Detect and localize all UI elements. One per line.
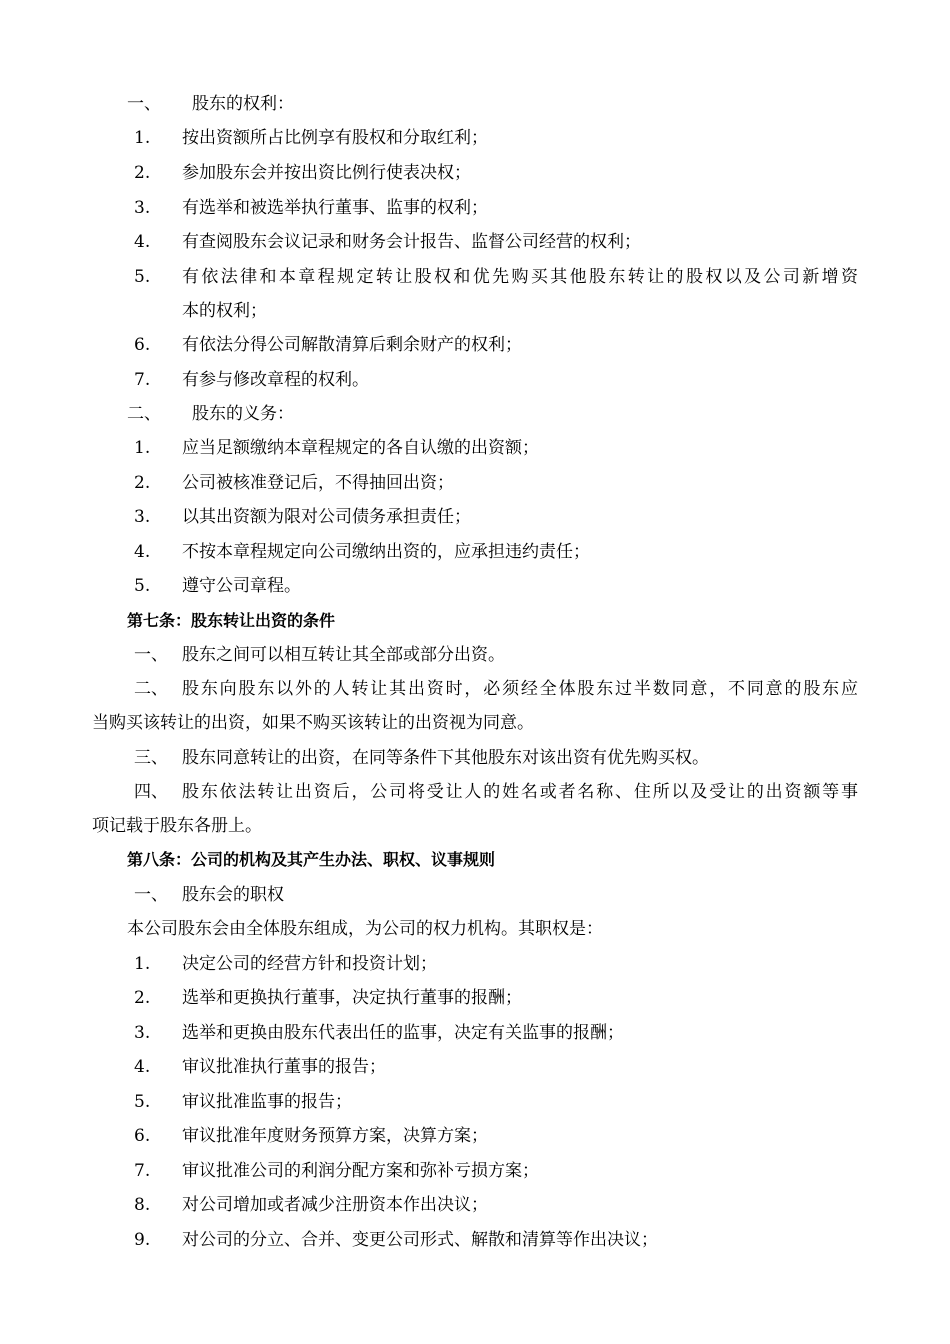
list-item-text: 有选举和被选举执行董事、监事的权利；: [182, 198, 488, 218]
list-item-text: 有依法分得公司解散清算后剩余财产的权利；: [182, 335, 522, 355]
list-item-text: 对公司增加或者减少注册资本作出决议；: [182, 1195, 488, 1215]
paragraph-number: 三、: [134, 748, 168, 768]
list-item-text: 应当足额缴纳本章程规定的各自认缴的出资额；: [182, 438, 539, 458]
list-item-text: 遵守公司章程。: [182, 576, 301, 596]
list-item-text-continued: 本的权利；: [182, 301, 267, 321]
list-item-text: 审议批准公司的利润分配方案和弥补亏损方案；: [182, 1161, 539, 1181]
list-item-text: 按出资额所占比例享有股权和分取红利；: [182, 128, 488, 148]
list-item-number: 1.: [134, 954, 151, 974]
list-item-number: 3.: [134, 507, 151, 527]
list-item-number: 1.: [134, 438, 151, 458]
list-item-number: 2.: [134, 163, 151, 183]
list-item-number: 7.: [134, 370, 151, 390]
list-item-text: 审议批准监事的报告；: [182, 1092, 352, 1112]
list-item-number: 4.: [134, 1057, 151, 1077]
list-item-number: 5.: [134, 576, 151, 596]
list-item-number: 4.: [134, 232, 151, 252]
list-item-text: 有依法律和本章程规定转让股权和优先购买其他股东转让的股权以及公司新增资: [182, 267, 858, 287]
section-heading-duties: 股东的义务：: [192, 404, 294, 424]
list-item-text: 审议批准年度财务预算方案，决算方案；: [182, 1126, 488, 1146]
list-item-number: 3.: [134, 198, 151, 218]
list-item-text: 审议批准执行董事的报告；: [182, 1057, 386, 1077]
paragraph-text: 股东同意转让的出资，在同等条件下其他股东对该出资有优先购买权。: [182, 748, 709, 768]
section-heading-rights: 股东的权利：: [192, 94, 294, 114]
list-item-text: 决定公司的经营方针和投资计划；: [182, 954, 437, 974]
list-item-number: 4.: [134, 542, 151, 562]
intro-text: 本公司股东会由全体股东组成，为公司的权力机构。其职权是：: [127, 919, 603, 939]
paragraph-number: 一、: [134, 645, 168, 665]
list-item-number: 8.: [134, 1195, 151, 1215]
paragraph-text: 股东依法转让出资后，公司将受让人的姓名或者名称、住所以及受让的出资额等事: [182, 782, 858, 802]
section-number: 二、: [127, 404, 161, 424]
list-item-number: 6.: [134, 335, 151, 355]
list-item-number: 5.: [134, 1092, 151, 1112]
list-item-text: 有查阅股东会议记录和财务会计报告、监督公司经营的权利；: [182, 232, 641, 252]
list-item-text: 选举和更换由股东代表出任的监事，决定有关监事的报酬；: [182, 1023, 624, 1043]
list-item-text: 公司被核准登记后，不得抽回出资；: [182, 473, 454, 493]
section-number: 一、: [134, 885, 168, 905]
article-8-title: 第八条：公司的机构及其产生办法、职权、议事规则: [127, 850, 496, 869]
list-item-number: 2.: [134, 988, 151, 1008]
list-item-text: 有参与修改章程的权利。: [182, 370, 369, 390]
paragraph-text: 股东向股东以外的人转让其出资时，必须经全体股东过半数同意，不同意的股东应: [182, 679, 858, 699]
list-item-number: 6.: [134, 1126, 151, 1146]
list-item-text: 不按本章程规定向公司缴纳出资的，应承担违约责任；: [182, 542, 590, 562]
list-item-number: 3.: [134, 1023, 151, 1043]
paragraph-text-continued: 项记载于股东各册上。: [92, 816, 262, 836]
paragraph-number: 二、: [134, 679, 168, 699]
list-item-text: 以其出资额为限对公司债务承担责任；: [182, 507, 471, 527]
list-item-number: 5.: [134, 267, 151, 287]
list-item-number: 9.: [134, 1230, 151, 1250]
paragraph-number: 四、: [134, 782, 168, 802]
paragraph-text: 股东之间可以相互转让其全部或部分出资。: [182, 645, 505, 665]
paragraph-text-continued: 当购买该转让的出资，如果不购买该转让的出资视为同意。: [92, 713, 534, 733]
list-item-text: 对公司的分立、合并、变更公司形式、解散和清算等作出决议；: [182, 1230, 658, 1250]
section-heading-shareholders-meeting: 股东会的职权: [182, 885, 284, 905]
section-number: 一、: [127, 94, 161, 114]
list-item-number: 1.: [134, 128, 151, 148]
article-7-title: 第七条：股东转让出资的条件: [127, 611, 336, 630]
list-item-text: 参加股东会并按出资比例行使表决权；: [182, 163, 471, 183]
list-item-text: 选举和更换执行董事，决定执行董事的报酬；: [182, 988, 522, 1008]
list-item-number: 7.: [134, 1161, 151, 1181]
list-item-number: 2.: [134, 473, 151, 493]
